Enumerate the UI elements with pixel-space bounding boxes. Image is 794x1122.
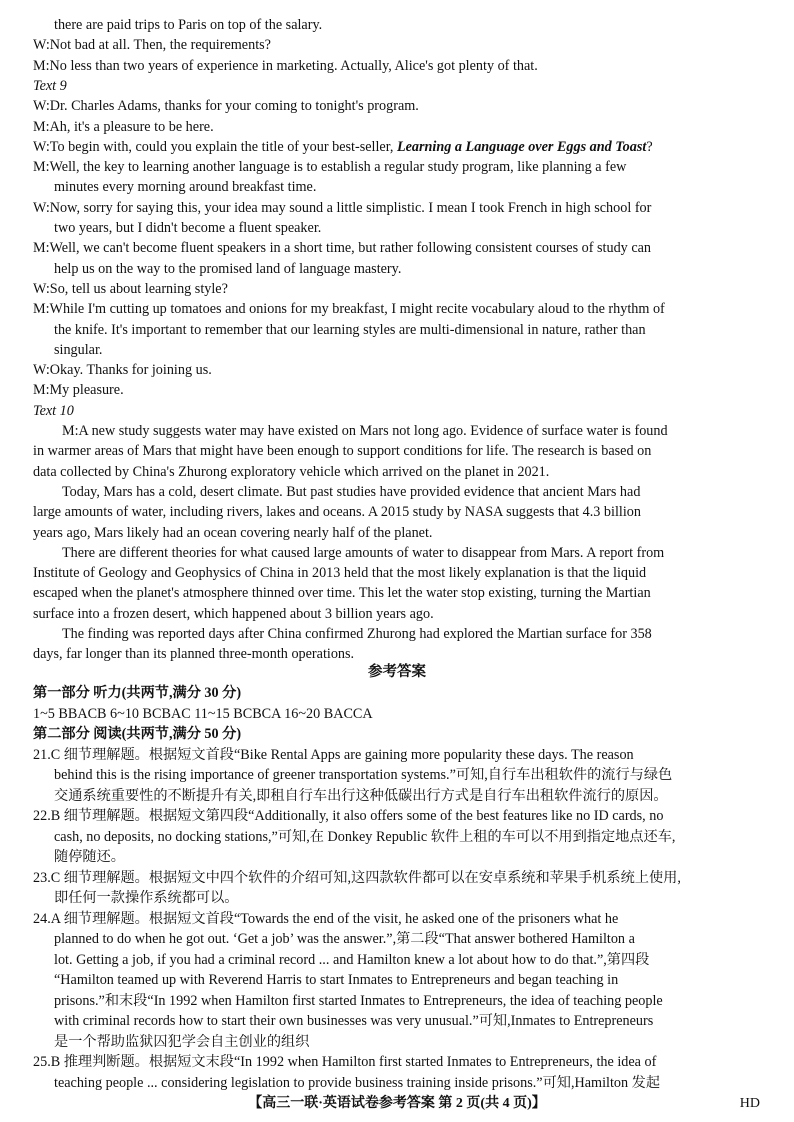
book-line-suffix: ? [646,138,653,155]
transcript-line: W:So, tell us about learning style? [33,280,228,297]
transcript-line: surface into a frozen desert, which happened about 3 billion years ago. [33,605,434,622]
answer-line: cash, no deposits, no docking stations,”可知,在 Donkey Republic 软件上租的车可以不用到指定地点还车, [54,828,676,845]
answer-section-heading: 第二部分 阅读(共两节,满分 50 分) [33,726,242,742]
transcript-line: W:Now, sorry for saying this, your idea may sound a little simplistic. I mean I took French in high school for [33,199,652,216]
transcript-line: M:Well, we can't become fluent speakers in a short time, but rather following consistent courses of study can [33,240,652,257]
answer-line: “Hamilton teamed up with Reverend Harris to start Inmates to Entrepreneurs and began teaching in [54,972,619,988]
answer-line: 21.C 细节理解题。根据短文首段“Bike Rental Apps are gaining more popularity these days. The reason [33,746,634,763]
transcript-line: singular. [54,341,103,358]
footer-code: HD [739,1096,760,1111]
answer-line: 22.B 细节理解题。根据短文第四段“Additionally, it also offers some of the best features like no ID cards, no [33,808,664,824]
transcript-line: years ago, Mars likely had an ocean covering nearly half of the planet. [33,524,433,541]
transcript-line: W:Dr. Charles Adams, thanks for your coming to tonight's program. [33,98,419,115]
answer-section-heading: 第一部分 听力(共两节,满分 30 分) [33,685,242,701]
answer-line: with criminal records how to start their own businesses was very unusual.”可知,Inmates to Entrepreneurs [54,1013,654,1029]
transcript-line: days, far longer than its planned three-month operations. [33,646,355,663]
answer-line: 25.B 推理判断题。根据短文末段“In 1992 when Hamilton first started Inmates to Entrepreneurs, the idea of [33,1054,657,1070]
answer-line: planned to do when he got out. ‘Get a job’ was the answer.”,第二段“That answer bothered Hamilton a [54,931,635,947]
answer-line: prisons.”和末段“In 1992 when Hamilton first started Inmates to Entrepreneurs, the idea of teaching people [54,992,663,1009]
book-line-prefix: W:To begin with, could you explain the title of your best-seller, [33,138,397,155]
answer-line: behind this is the rising importance of greener transportation systems.”可知,自行车出租软件的流行与绿色 [54,767,673,783]
transcript-line: the knife. It's important to remember that our learning styles are multi-dimensional in nature, rather than [54,321,646,338]
transcript-line: M:No less than two years of experience in marketing. Actually, Alice's got plenty of that. [33,57,538,74]
transcript-line: M:My pleasure. [33,382,124,399]
answer-line: 随停随还。 [54,849,125,865]
transcript-line: two years, but I didn't become a fluent speaker. [54,220,322,236]
transcript-line: M:Ah, it's a pleasure to be here. [33,118,214,135]
transcript-line: help us on the way to the promised land of language mastery. [54,260,402,277]
section-label: Text 9 [33,77,67,94]
transcript-line-book-title [33,137,763,157]
footer-title: 【高三一联·英语试卷参考答案 第 2 页(共 4 页)】 [248,1096,546,1111]
answer-line: teaching people ... considering legislation to provide business training inside prisons.”可知,Hamilton 发起 [54,1074,661,1091]
transcript-line: minutes every morning around breakfast time. [54,179,317,196]
transcript-line: Institute of Geology and Geophysics of China in 2013 held that the most likely explanation is that the liquid [33,565,647,582]
answer-line: lot. Getting a job, if you had a criminal record ... and Hamilton knew a lot about how to do that.”,第四段 [54,951,650,968]
answer-line: 交通系统重要性的不断提升有关,即租自行车出行这种低碳出行方式是自行车出租软件流行的原因。 [54,787,668,804]
transcript-line: Today, Mars has a cold, desert climate. But past studies have provided evidence that ancient Mars had [62,483,641,500]
answer-line: 即任何一款操作系统都可以。 [54,890,239,906]
transcript-line: W:Not bad at all. Then, the requirements? [33,37,271,54]
answer-line: 23.C 细节理解题。根据短文中四个软件的介绍可知,这四款软件都可以在安卓系统和苹果手机系统上使用, [33,869,681,886]
transcript-line: in warmer areas of Mars that might have been enough to support conditions for life. The research is based on [33,443,652,460]
answer-line: 24.A 细节理解题。根据短文首段“Towards the end of the visit, he asked one of the prisoners what he [33,910,619,927]
transcript-line: data collected by China's Zhurong exploratory vehicle which arrived on the planet in 2021. [33,463,550,480]
transcript-line: W:Okay. Thanks for joining us. [33,362,212,379]
section-label: Text 10 [33,402,74,419]
book-title: Learning a Language over Eggs and Toast [396,138,647,155]
transcript-line: M:Well, the key to learning another language is to establish a regular study program, like planning a few [33,159,627,176]
transcript-line: M:A new study suggests water may have existed on Mars not long ago. Evidence of surface water is found [62,423,668,439]
transcript-line: escaped when the planet's atmosphere thinned over time. This let the water stop existing, turning the Martian [33,585,651,602]
transcript-line: large amounts of water, including rivers, lakes and oceans. A 2015 study by NASA suggests that 4.3 billion [33,504,641,521]
answer-line: 1~5 BBACB 6~10 BCBAC 11~15 BCBCA 16~20 BACCA [33,705,373,722]
transcript-line: M:While I'm cutting up tomatoes and onions for my breakfast, I might recite vocabulary aloud to the rhythm of [33,301,665,318]
answer-line: 是一个帮助监狱囚犯学会自主创业的组织 [54,1033,310,1050]
transcript-line: There are different theories for what caused large amounts of water to disappear from Mars. A report from [62,544,665,561]
transcript-line: there are paid trips to Paris on top of the salary. [54,17,323,33]
answer-heading: 参考答案 [368,664,426,680]
transcript-line: The finding was reported days after China confirmed Zhurong had explored the Martian surface for 358 [62,626,652,642]
